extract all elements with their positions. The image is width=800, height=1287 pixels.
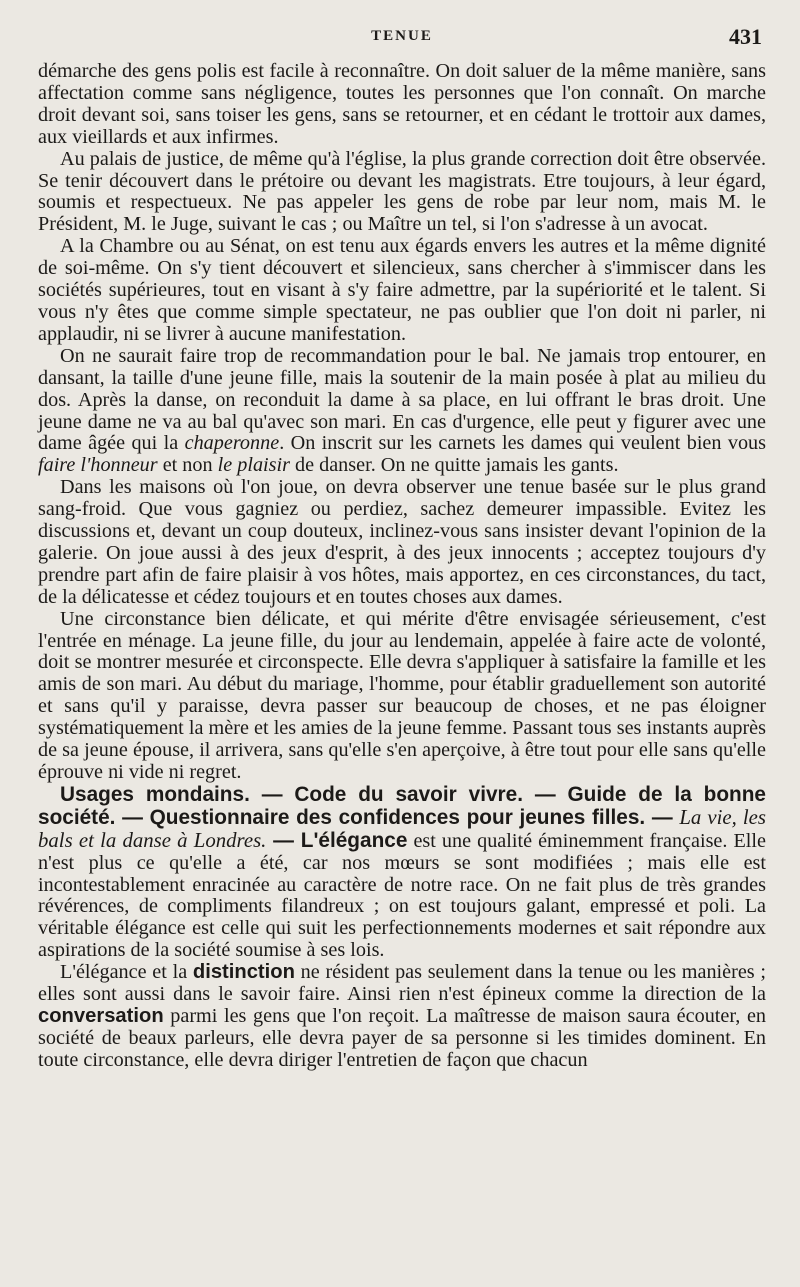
section-heading-italic: La vie, les bals et la danse à Londres. (38, 805, 766, 852)
paragraph-palais-de-justice: Au palais de justice, de même qu'à l'église, la plus grande correction doit être observée. Se tenir découvert dans le prétoire ou devant les magistrats. Etre toujours, à leur égard, soumis et respectueux. Ne pas appeler les gens de robe par leur nom, mais M. le Président, M. le Juge, suivant le cas ; ou Maître un tel, si l'on s'adresse à un avocat. (38, 147, 766, 236)
paragraph-street-manners: démarche des gens polis est facile à reconnaître. On doit saluer de la même manière, sans affectation comme sans négligence, toutes les personnes que l'on connaît. On marche droit devant soi, sans toiser les gens, sans se retourner, et en cédant le trottoir aux dames, aux vieillards et aux infirmes. (38, 60, 766, 148)
distinction-text-1: L'élégance et la (60, 961, 193, 984)
bal-italic-honneur: faire l'honneur (38, 454, 158, 477)
bal-text-1: On ne saurait faire trop de recommandation pour le bal. Ne jamais trop entourer, en dansant, la taille d'une jeune fille, mais la soutenir de la main posée à plat au milieu du dos. Après la danse, on reconduit la dame à sa place, en lui offrant le bras droit. Une jeune dame ne va au bal qu'avec son mari. En cas d'urgence, elle peut y figurer avec une dame âgée qui la (38, 344, 766, 455)
elegance-text: est une qualité éminemment française. Elle n'est plus ce qu'elle a été, car nos mœurs se sont modifiées ; mais elle est incontestablement enracinée au caractère de notre race. On ne fait plus de très grandes révérences, de compliments filandreux ; on est toujours galant, empressé et poli. La véritable élégance est celle qui suit les perfectionnements modernes et sait répondre aux aspirations de la société soumise à ses lois. (38, 829, 766, 962)
paragraph-menage: Une circonstance bien délicate, et qui mérite d'être envisagée sérieusement, c'est l'entrée en ménage. La jeune fille, du jour au lendemain, appelée à faire acte de volonté, doit se montrer mesurée et circonspecte. Elle devra s'appliquer à satisfaire la famille et les amis de son mari. Au début du mariage, l'homme, pour établir graduellement son autorité et sans qu'il y paraisse, devra passer sur beaucoup de choses, et ne pas éloigner systématiquement la mère et les amies de la jeune femme. Passant tous ses instants auprès de sa jeune épouse, il arrivera, sans qu'elle s'en aperçoive, à être tout pour elle sans qu'elle éprouve ni vide ni regret. (38, 607, 766, 783)
keyword-conversation: conversation (38, 1004, 164, 1027)
paragraph-chambre-senat: A la Chambre ou au Sénat, on est tenu aux égards envers les autres et la même dignité de soi-même. On s'y tient découvert et silencieux, sans chercher à s'immiscer dans les sociétés supérieures, tout en visant à s'y faire admettre, par la supériorité et le talent. Si vous n'y êtes que comme simple spectateur, ne pas oublier que l'on doit ni parler, ni applaudir, ni se livrer à aucune manifestation. (38, 235, 766, 345)
paragraph-usages-mondains (38, 784, 766, 962)
running-title: TENUE (371, 28, 433, 44)
bal-text-3: et non (157, 454, 218, 477)
section-heading-bold: Usages mondains. — Code du savoir vivre. — Guide de la bonne société. — Questionnaire des confidences pour jeunes filles. — (38, 782, 766, 829)
bal-italic-plaisir: le plaisir (217, 454, 290, 477)
page-number: 431 (729, 24, 762, 49)
body-text (38, 61, 766, 1072)
section-heading-dash: — (266, 828, 301, 852)
bal-text-2: . On inscrit sur les carnets les dames qui veulent bien vous (279, 432, 767, 455)
bal-text-4: de danser. On ne quitte jamais les gants. (289, 454, 619, 477)
paragraph-distinction (38, 962, 766, 1072)
page-header (38, 24, 766, 62)
keyword-distinction: distinction (192, 961, 295, 984)
paragraph-bal (38, 346, 766, 477)
distinction-text-2: ne résident pas seulement dans la tenue ou les manières ; elles sont aussi dans le savoir faire. Ainsi rien n'est épineux comme la direction de la (38, 961, 766, 1006)
paragraph-jeux: Dans les maisons où l'on joue, on devra observer une tenue basée sur le plus grand sang-froid. Que vous gagniez ou perdiez, sachez demeurer impassible. Evitez les discussions et, devant un coup douteux, inclinez-vous sans insister devant l'opinion de la galerie. On joue aussi à des jeux d'esprit, à des jeux innocents ; acceptez toujours d'y prendre part afin de faire plaisir à vos hôtes, mais apportez, en ces circonstances, du tact, de la délicatesse et cédez toujours et en toutes choses aux dames. (38, 476, 766, 608)
bal-italic-chaperonne: chaperonne (184, 432, 280, 455)
distinction-text-3: parmi les gens que l'on reçoit. La maîtresse de maison saura écouter, en société de beaux parleurs, elle devra payer de sa personne si les timides dominent. En toute circonstance, elle devra diriger l'entretien de façon que chacun (38, 1004, 766, 1071)
keyword-elegance: L'élégance (300, 828, 408, 852)
